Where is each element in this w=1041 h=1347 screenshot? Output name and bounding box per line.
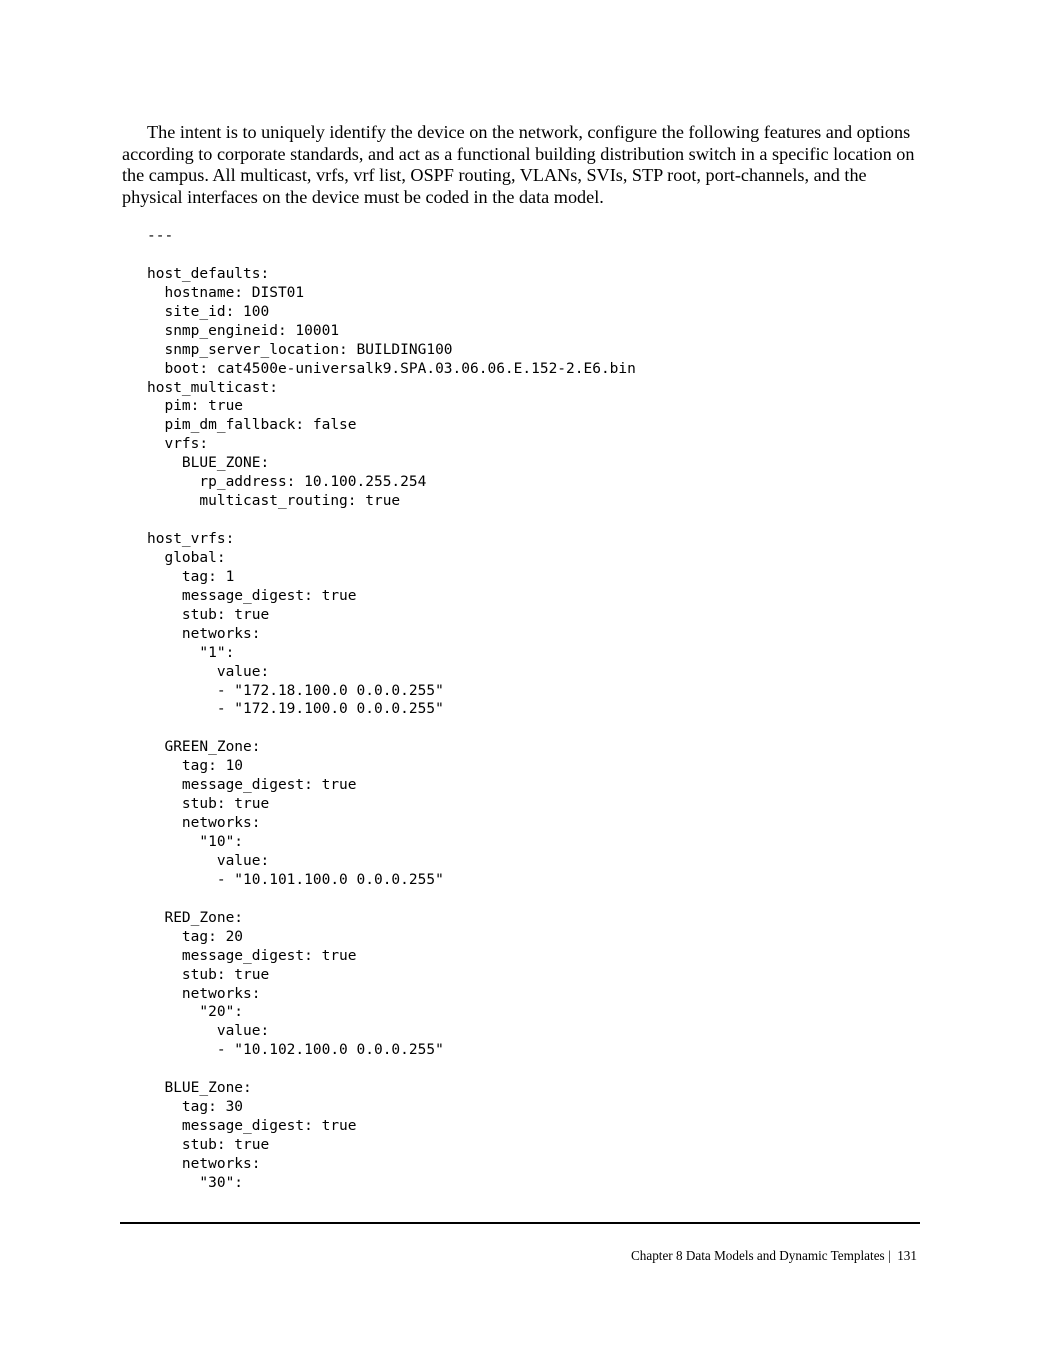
code-line: message_digest: true — [147, 587, 357, 604]
code-line: - "172.18.100.0 0.0.0.255" — [147, 682, 444, 699]
code-line: "1": — [147, 644, 235, 661]
code-line: snmp_engineid: 10001 — [147, 322, 340, 339]
code-line: "30": — [147, 1174, 244, 1191]
code-line: host_vrfs: — [147, 531, 235, 547]
code-line: stub: true — [147, 1137, 270, 1153]
code-line: stub: true — [147, 796, 270, 813]
code-line: "10": — [147, 834, 244, 850]
footer-divider — [120, 1222, 920, 1224]
code-line — [147, 1060, 636, 1079]
code-line: message_digest: true — [147, 777, 357, 794]
code-line: message_digest: true — [147, 1118, 357, 1135]
code-line: - "172.19.100.0 0.0.0.255" — [147, 701, 444, 718]
code-line: pim: true — [147, 398, 244, 415]
code-line: networks: — [147, 1155, 261, 1172]
code-line: hostname: DIST01 — [147, 284, 305, 301]
code-line: "20": — [147, 1004, 244, 1021]
code-line: - "10.102.100.0 0.0.0.255" — [147, 1042, 444, 1059]
code-line: global: — [147, 549, 226, 566]
code-line: networks: — [147, 985, 261, 1002]
code-line: host_multicast: — [147, 379, 278, 396]
code-line: networks: — [147, 815, 261, 832]
code-line: GREEN_Zone: — [147, 739, 261, 756]
code-line: RED_Zone: — [147, 909, 244, 926]
code-line: value: — [147, 663, 270, 680]
code-line: --- — [147, 228, 174, 244]
code-line: stub: true — [147, 606, 270, 623]
code-line: BLUE_ZONE: — [147, 455, 270, 472]
code-line: value: — [147, 852, 270, 869]
code-line: host_defaults: — [147, 265, 270, 282]
code-line — [147, 719, 636, 738]
code-line: rp_address: 10.100.255.254 — [147, 474, 427, 491]
code-line: BLUE_Zone: — [147, 1080, 252, 1097]
code-line: tag: 10 — [147, 758, 244, 775]
code-line: tag: 20 — [147, 928, 244, 945]
code-line — [147, 246, 636, 265]
code-line — [147, 511, 636, 530]
code-line: boot: cat4500e-universalk9.SPA.03.06.06.E.152-2.E6.bin — [147, 360, 636, 377]
code-line: multicast_routing: true — [147, 493, 401, 510]
page-footer: Chapter 8 Data Models and Dynamic Templates | 131 — [630, 1248, 917, 1263]
code-line: tag: 1 — [147, 568, 235, 585]
code-block — [147, 227, 636, 1193]
code-line: pim_dm_fallback: false — [147, 417, 357, 434]
code-line: message_digest: true — [147, 947, 357, 964]
code-line — [147, 890, 636, 909]
code-line: vrfs: — [147, 436, 209, 453]
code-line: stub: true — [147, 966, 270, 983]
code-line: value: — [147, 1023, 270, 1040]
code-line: networks: — [147, 625, 261, 642]
code-line: tag: 30 — [147, 1099, 244, 1116]
intro-paragraph: The intent is to uniquely identify the device on the network, configure the following features and options according to corporate standards, and act as a functional building distribution switch in a specific location on the campus. All multicast, vrfs, vrf list, OSPF routing, VLANs, SVIs, STP root, port-channels, and the physical interfaces on the device must be coded in the data model. — [122, 122, 915, 207]
code-line: - "10.101.100.0 0.0.0.255" — [147, 871, 444, 888]
code-line: site_id: 100 — [147, 303, 270, 320]
code-line: snmp_server_location: BUILDING100 — [147, 341, 453, 358]
